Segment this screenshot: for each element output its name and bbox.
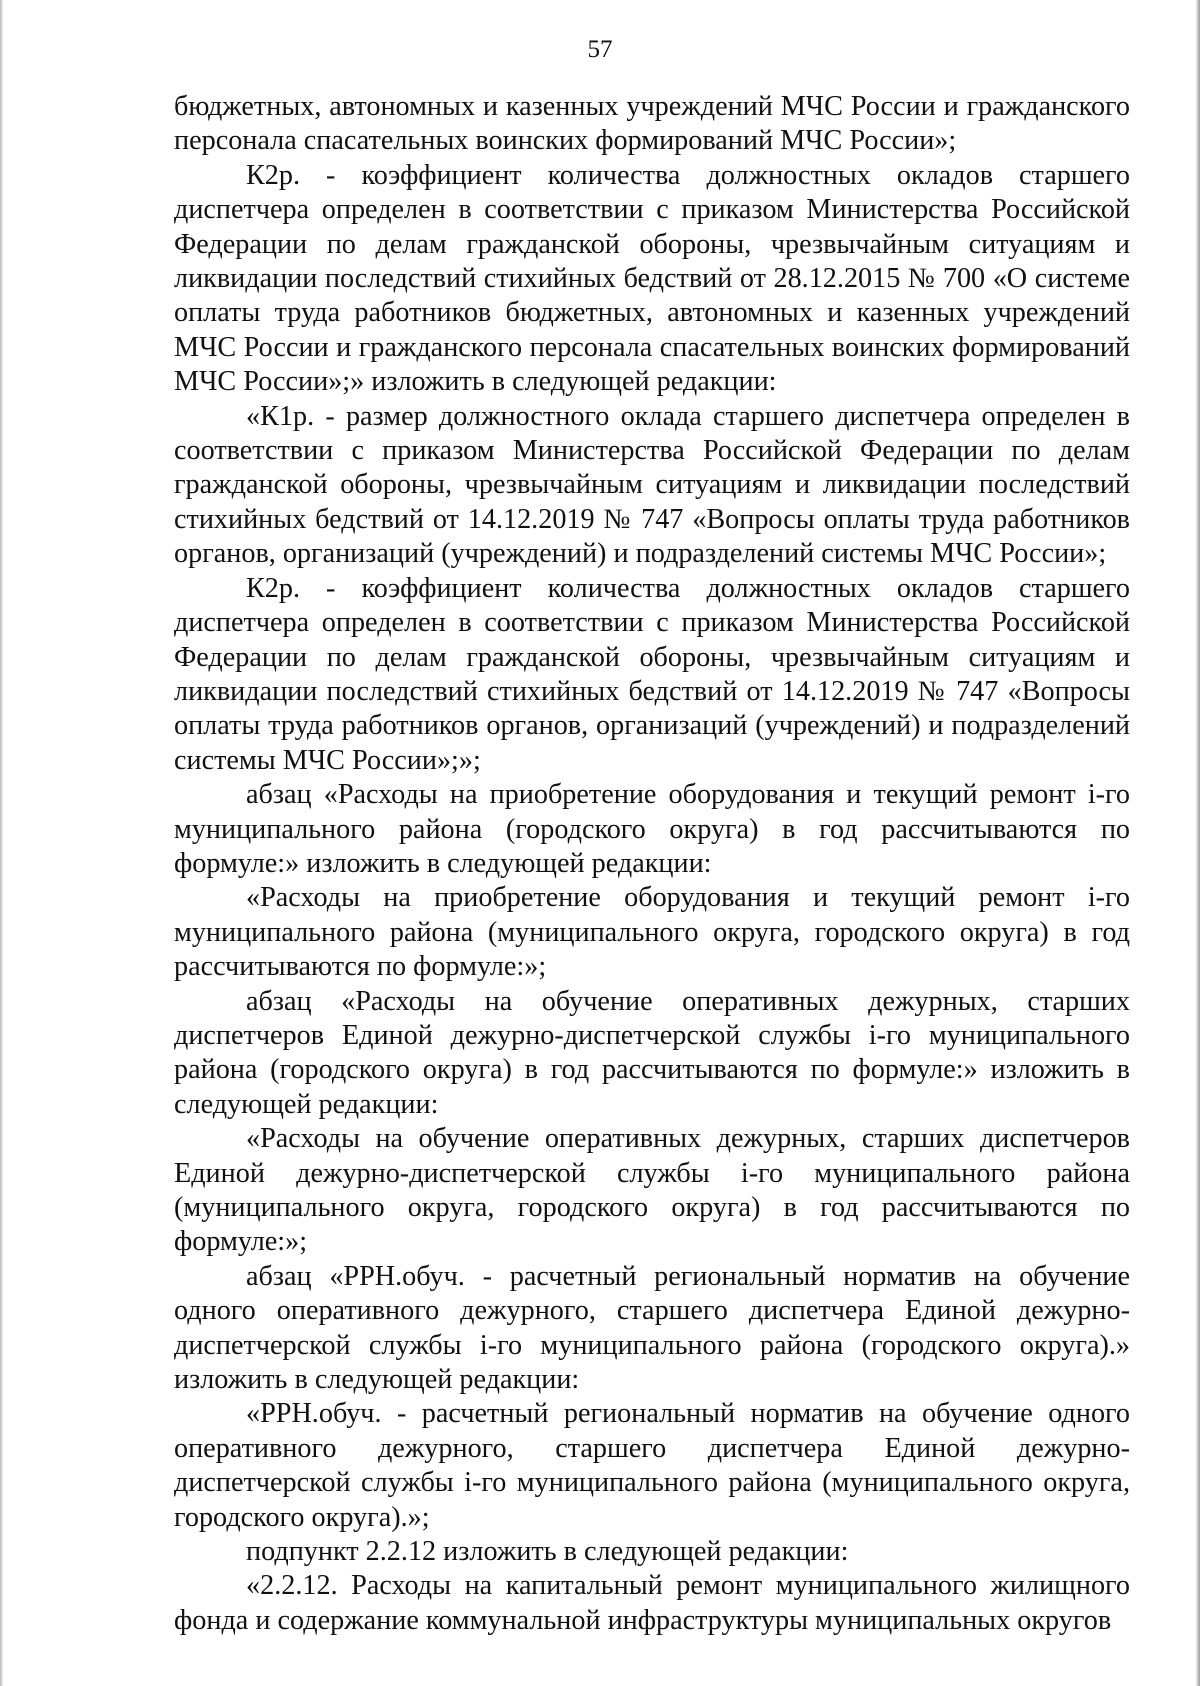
paragraph-norm-old: абзац «PPH.обуч. - расчетный региональный норматив на обучение одного оперативного дежурного, старшего диспетчера Единой дежурно-диспетчерской службы i-го муниципального района (городского округа).» изложить в следующей редакции: <box>174 1260 1130 1396</box>
paragraph-k2r-new: К2р. - коэффициент количества должностных окладов старшего диспетчера определен в соответствии с приказом Министерства Российской Федерации по делам гражданской обороны, чрезвычайным ситуациям и ликвидации последствий стихийных бедствий от 14.12.2019 № 747 «Вопросы оплаты труда работников органов, организаций (учреждений) и подразделений системы МЧС России»;»; <box>174 572 1130 776</box>
paragraph-training-new: «Расходы на обучение оперативных дежурных, старших диспетчеров Единой дежурно-диспетчерской службы i-го муниципального района (муниципального округа, городского округа) в год рассчитываются по формуле:»; <box>174 1123 1130 1258</box>
paragraph-2-2-12: «2.2.12. Расходы на капитальный ремонт муниципального жилищного фонда и содержание коммунальной инфраструктуры муниципальных округов <box>174 1570 1130 1636</box>
paragraph-training-old: абзац «Расходы на обучение оперативных дежурных, старших диспетчеров Единой дежурно-диспетчерской службы i-го муниципального района (городского округа) в год рассчитываются по формуле:» изложить в следующей редакции: <box>174 985 1130 1120</box>
paragraph-k2r-old: К2р. - коэффициент количества должностных окладов старшего диспетчера определен в соответствии с приказом Министерства Российской Федерации по делам гражданской обороны, чрезвычайным ситуациям и ликвидации последствий стихийных бедствий от 28.12.2015 № 700 «О системе оплаты труда работников бюджетных, автономных и казенных учреждений МЧС России и гражданского персонала спасательных воинских формирований МЧС России»;» изложить в следующей редакции: <box>174 159 1130 398</box>
page-number: 57 <box>587 36 613 63</box>
paragraph-norm-new: «PPH.обуч. - расчетный региональный норматив на обучение одного оперативного дежурного, старшего диспетчера Единой дежурно-диспетчерской службы i-го муниципального района (муниципального округа, городского округа).»; <box>174 1398 1130 1533</box>
paragraph-k1r-new: «К1р. - размер должностного оклада старшего диспетчера определен в соответствии с приказом Министерства Российской Федерации по делам гражданской обороны, чрезвычайным ситуациям и ликвидации последствий стихийных бедствий от 14.12.2019 № 747 «Вопросы оплаты труда работников органов, организаций (учреждений) и подразделений системы МЧС России»; <box>174 400 1130 570</box>
paragraph-equipment-old: абзац «Расходы на приобретение оборудования и текущий ремонт i-го муниципального района (городского округа) в год рассчитываются по формуле:» изложить в следующей редакции: <box>174 779 1130 879</box>
paragraph-equipment-new: «Расходы на приобретение оборудования и текущий ремонт i-го муниципального района (муниципального округа, городского округа) в год рассчитываются по формуле:»; <box>174 882 1130 983</box>
document-body <box>174 90 1130 1638</box>
scan-edge-right <box>1196 0 1200 1686</box>
paragraph-continuation: бюджетных, автономных и казенных учреждений МЧС России и гражданского персонала спасательных воинских формирований МЧС России»; <box>174 91 1130 157</box>
paragraph-subclause: подпункт 2.2.12 изложить в следующей редакции: <box>246 1536 849 1568</box>
scan-edge-left <box>0 0 3 1686</box>
